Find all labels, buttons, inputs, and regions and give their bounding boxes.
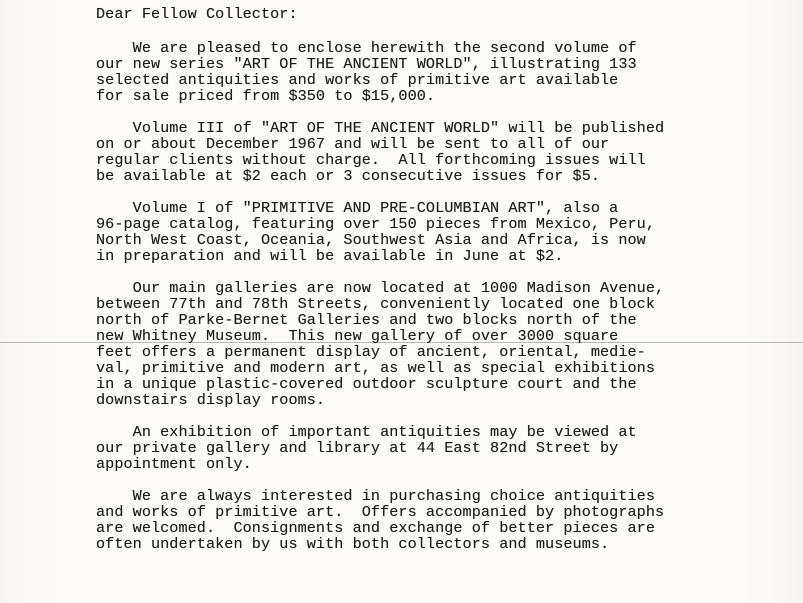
paragraph-line: be available at $2 each or 3 consecutive issues for $5. [96, 167, 601, 185]
paragraph-line: our new series "ART OF THE ANCIENT WORLD", illustrating 133 [96, 55, 637, 73]
paragraph-purchasing [96, 488, 796, 552]
paragraph-line: are welcomed. Consignments and exchange of better pieces are [96, 519, 656, 537]
letter-body [96, 6, 796, 568]
paragraph-line: Volume III of "ART OF THE ANCIENT WORLD" will be published [96, 119, 665, 137]
paragraph-line: An exhibition of important antiquities may be viewed at [96, 423, 637, 441]
paragraph-line: for sale priced from $350 to $15,000. [96, 87, 436, 105]
paragraph-line: Our main galleries are now located at 1000 Madison Avenue, [96, 279, 665, 297]
paragraph-line: new Whitney Museum. This new gallery of over 3000 square [96, 327, 619, 345]
paragraph-line: often undertaken by us with both collectors and museums. [96, 535, 610, 553]
paragraph-volume-three [96, 120, 796, 184]
paragraph-line: Volume I of "PRIMITIVE AND PRE-COLUMBIAN ART", also a [96, 199, 619, 217]
paragraph-line: We are always interested in purchasing choice antiquities [96, 487, 656, 505]
paragraph-line: in a unique plastic-covered outdoor sculpture court and the [96, 375, 637, 393]
paragraph-line: We are pleased to enclose herewith the second volume of [96, 39, 637, 57]
paragraph-volume-one [96, 200, 796, 264]
paragraph-line: in preparation and will be available in June at $2. [96, 247, 564, 265]
paragraph-line: on or about December 1967 and will be sent to all of our [96, 135, 610, 153]
paragraph-line: val, primitive and modern art, as well as special exhibitions [96, 359, 656, 377]
paragraph-main-galleries [96, 280, 796, 408]
paragraph-line: north of Parke-Bernet Galleries and two blocks north of the [96, 311, 637, 329]
paragraph-line: between 77th and 78th Streets, conveniently located one block [96, 295, 656, 313]
paragraph-enclosure [96, 40, 796, 104]
letter-greeting: Dear Fellow Collector: [96, 5, 298, 23]
paragraph-private-gallery [96, 424, 796, 472]
paragraph-line: North West Coast, Oceania, Southwest Asia and Africa, is now [96, 231, 646, 249]
paragraph-line: appointment only. [96, 455, 252, 473]
paragraph-line: regular clients without charge. All forthcoming issues will [96, 151, 646, 169]
paragraph-line: downstairs display rooms. [96, 391, 326, 409]
paragraph-line: feet offers a permanent display of ancient, oriental, medie- [96, 343, 646, 361]
paragraph-line: and works of primitive art. Offers accompanied by photographs [96, 503, 665, 521]
paragraph-line: 96-page catalog, featuring over 150 pieces from Mexico, Peru, [96, 215, 656, 233]
paragraph-line: our private gallery and library at 44 East 82nd Street by [96, 439, 619, 457]
paragraph-line: selected antiquities and works of primitive art available [96, 71, 619, 89]
